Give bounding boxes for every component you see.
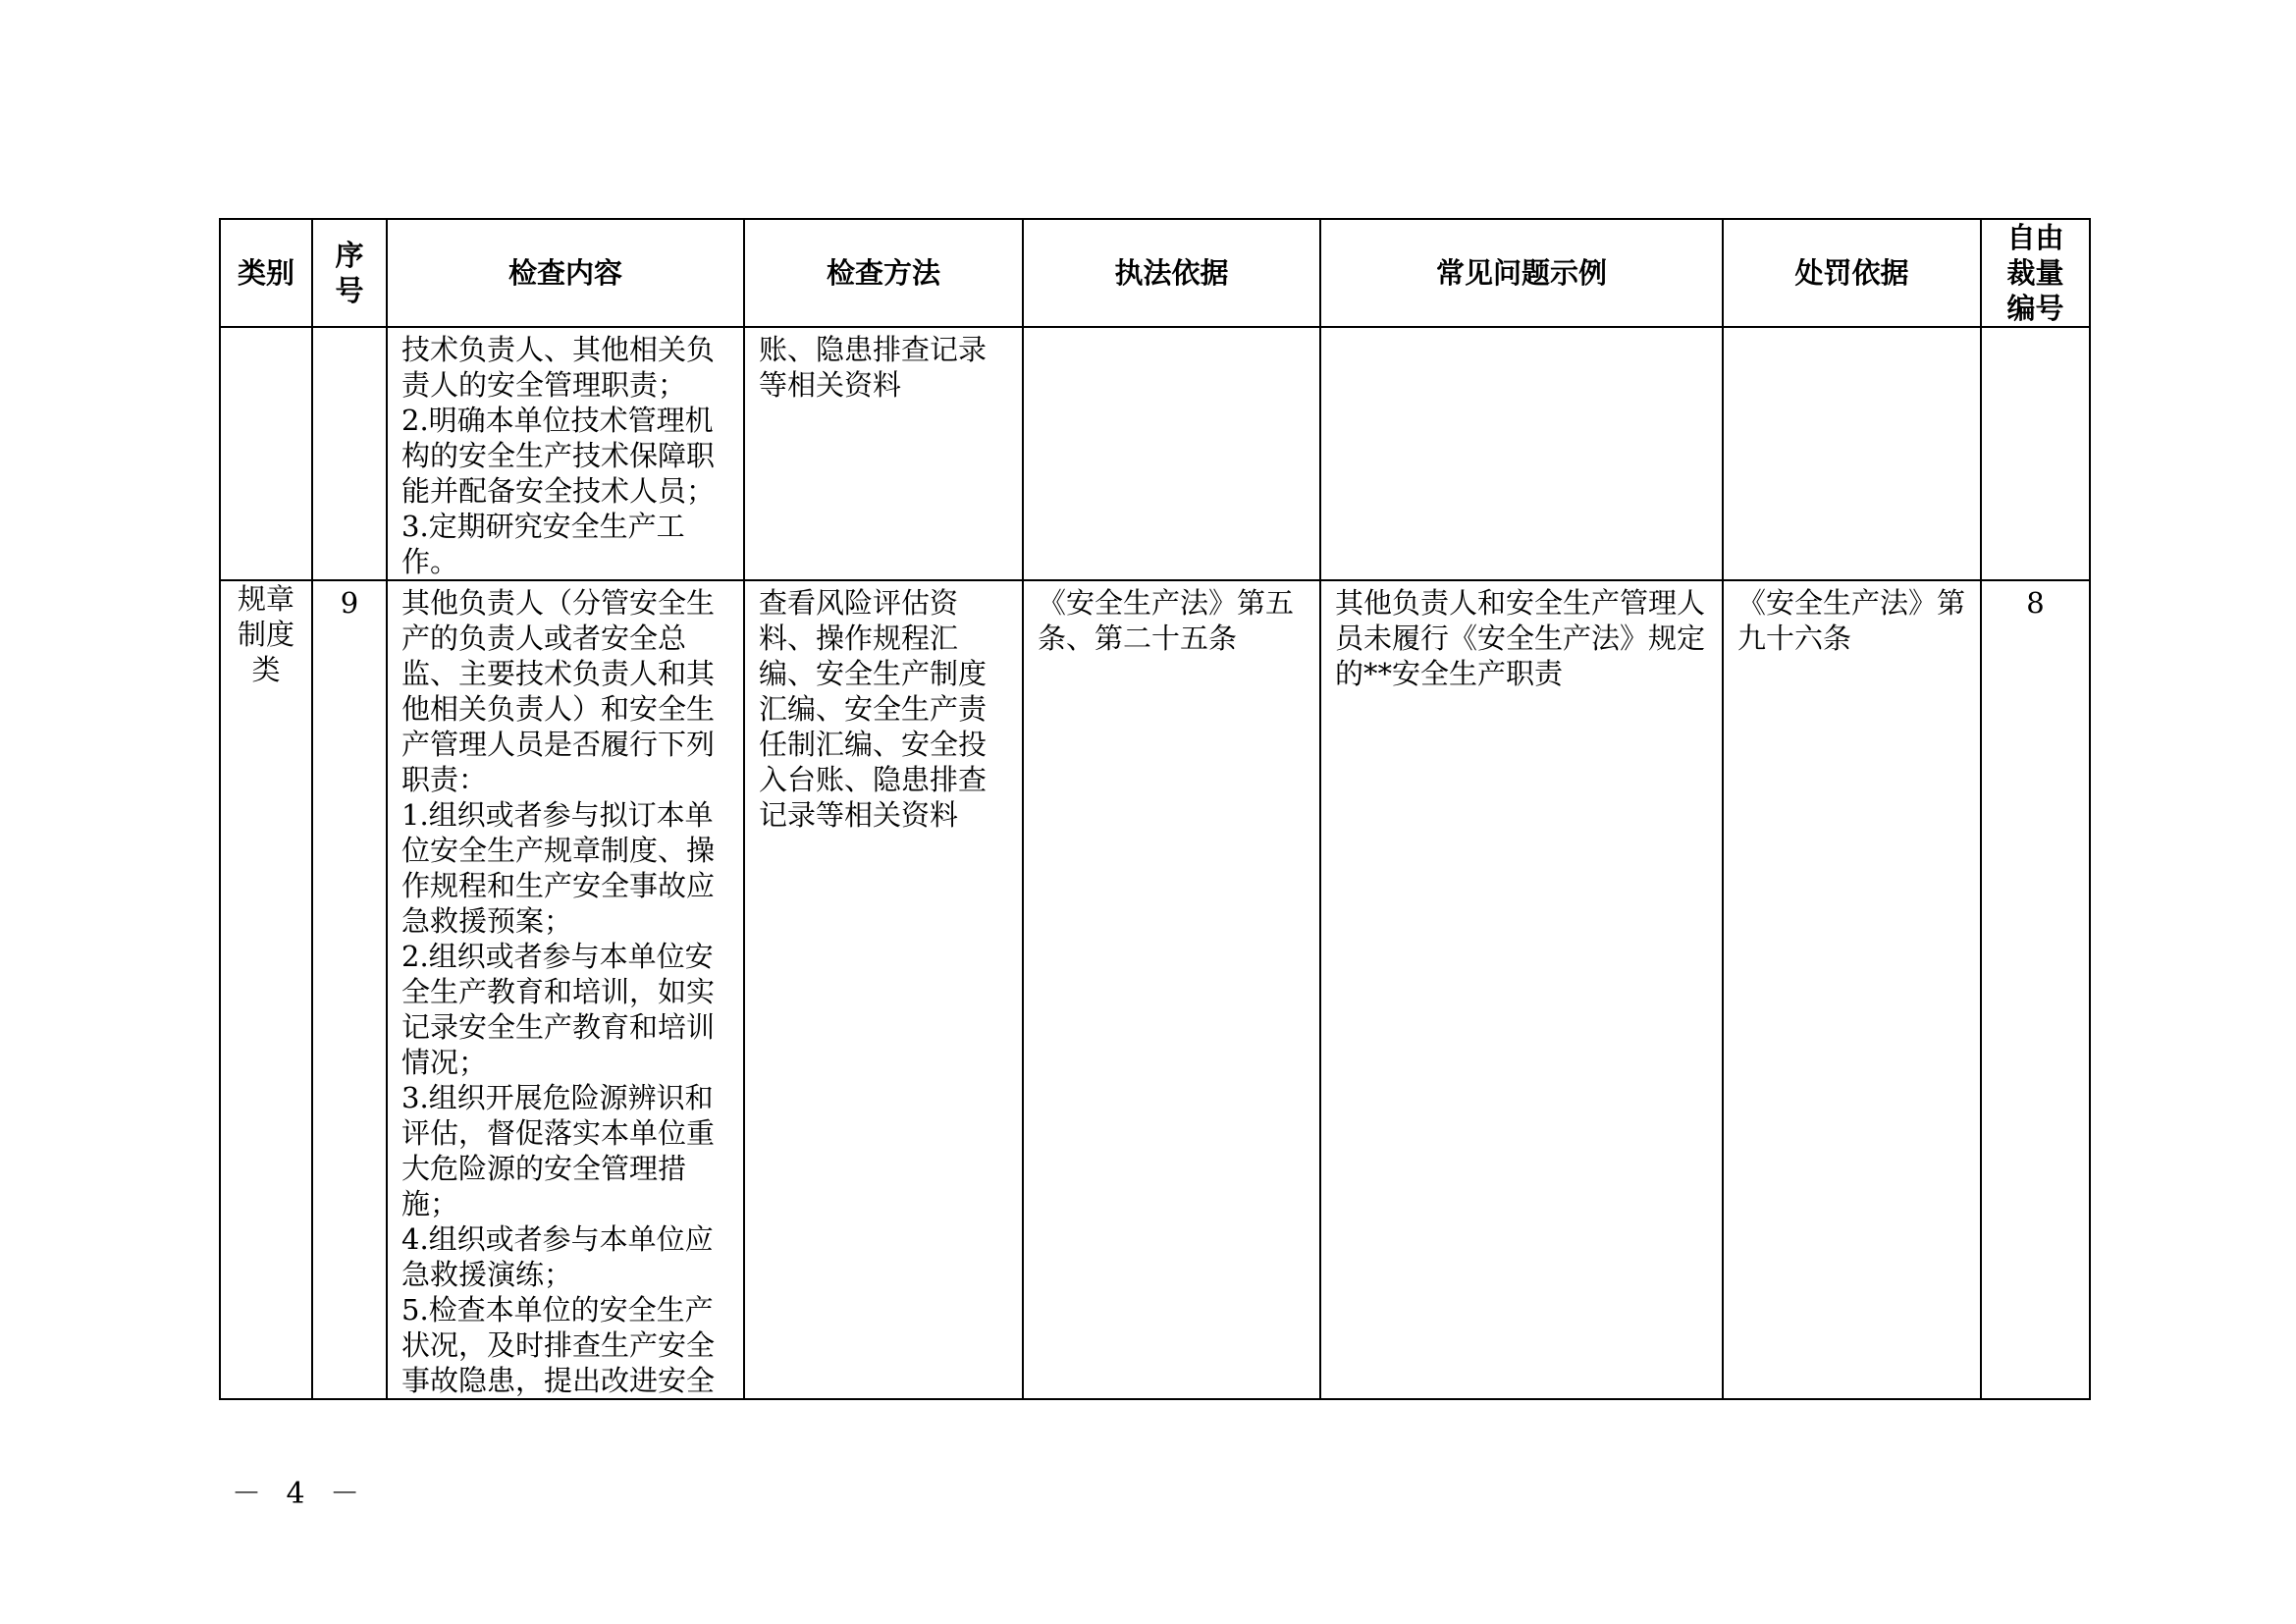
header-seq: 序号 (312, 219, 387, 327)
cell-seq (312, 327, 387, 580)
cell-basis: 《安全生产法》第五条、第二十五条 (1023, 580, 1320, 1399)
cell-seq: 9 (312, 580, 387, 1399)
table-row (220, 327, 2090, 580)
cell-category: 规章制度类 (220, 580, 312, 1399)
cell-basis (1023, 327, 1320, 580)
cell-issues (1320, 327, 1723, 580)
cell-content: 技术负责人、其他相关负责人的安全管理职责； 2.明确本单位技术管理机构的安全生产技术保障职能并配备安全技术人员； 3.定期研究安全生产工作。 (387, 327, 744, 580)
cell-code (1981, 327, 2090, 580)
header-category: 类别 (220, 219, 312, 327)
table-header-row (220, 219, 2090, 327)
cell-category (220, 327, 312, 580)
header-code: 自由裁量编号 (1981, 219, 2090, 327)
header-issues: 常见问题示例 (1320, 219, 1723, 327)
header-penalty: 处罚依据 (1723, 219, 1981, 327)
table-row (220, 580, 2090, 1399)
cell-penalty (1723, 327, 1981, 580)
header-content: 检查内容 (387, 219, 744, 327)
cell-issues: 其他负责人和安全生产管理人员未履行《安全生产法》规定的**安全生产职责 (1320, 580, 1723, 1399)
cell-method: 查看风险评估资料、操作规程汇编、安全生产制度汇编、安全生产责任制汇编、安全投入台账、隐患排查记录等相关资料 (744, 580, 1023, 1399)
header-method: 检查方法 (744, 219, 1023, 327)
inspection-table (219, 218, 2091, 1400)
cell-code: 8 (1981, 580, 2090, 1399)
header-basis: 执法依据 (1023, 219, 1320, 327)
cell-penalty: 《安全生产法》第九十六条 (1723, 580, 1981, 1399)
page-number: － 4 － (232, 1477, 368, 1511)
cell-content: 其他负责人（分管安全生产的负责人或者安全总监、主要技术负责人和其他相关负责人）和安全生产管理人员是否履行下列职责： 1.组织或者参与拟订本单位安全生产规章制度、操作规程和生产安全事故应急救援预案； 2.组织或者参与本单位安全生产教育和培训，如实记录安全生产教育和培训情况； 3.组织开展危险源辨识和评估，督促落实本单位重大危险源的安全管理措施； 4.组织或者参与本单位应急救援演练； 5.检查本单位的安全生产状况，及时排查生产安全事故隐患，提出改进安全 (387, 580, 744, 1399)
cell-method: 账、隐患排查记录等相关资料 (744, 327, 1023, 580)
